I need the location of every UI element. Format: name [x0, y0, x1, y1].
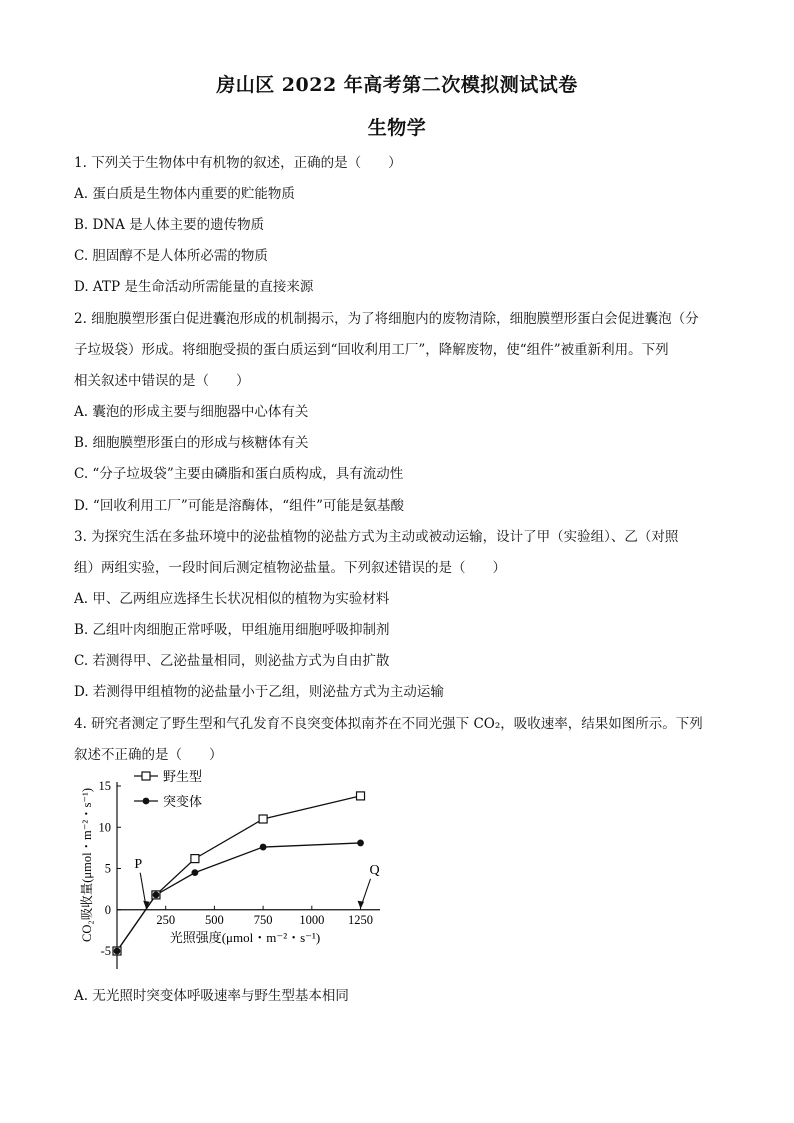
y-tick-label: 15 [98, 779, 111, 793]
data-point-mutant [153, 892, 160, 899]
annotation-q: Q [369, 862, 380, 878]
data-point-wild-type [191, 855, 199, 863]
y-tick-label: -5 [100, 944, 111, 958]
legend-label: 野生型 [163, 769, 203, 784]
question-2-option-c: C. “分子垃圾袋”主要由磷脂和蛋白质构成，具有流动性 [74, 466, 404, 482]
question-3-option-c: C. 若测得甲、乙泌盐量相同，则泌盐方式为自由扩散 [74, 653, 390, 669]
question-1-option-d: D. ATP 是生命活动所需能量的直接来源 [74, 279, 314, 295]
question-2-stem-line-3: 相关叙述中错误的是（ ） [74, 373, 250, 389]
exam-title: 房山区 2022 年高考第二次模拟测试试卷 [216, 74, 578, 96]
subject-title: 生物学 [367, 117, 427, 139]
data-point-mutant [357, 840, 364, 847]
x-tick-label: 750 [253, 912, 273, 927]
data-point-mutant [192, 869, 199, 876]
question-3-stem-line-1: 3. 为探究生活在多盐环境中的泌盐植物的泌盐方式为主动或被动运输，设计了甲（实验组）、乙（对照 [74, 529, 679, 545]
legend-label: 突变体 [163, 794, 203, 809]
x-tick-label: 500 [205, 912, 224, 927]
question-3-option-b: B. 乙组叶肉细胞正常呼吸，甲组施用细胞呼吸抑制剂 [74, 622, 390, 638]
annotation-arrow-head [358, 901, 365, 909]
annotation-p: P [134, 856, 143, 872]
question-4-option-a: A. 无光照时突变体呼吸速率与野生型基本相同 [74, 988, 349, 1004]
x-tick-label: 250 [156, 912, 176, 927]
data-point-wild-type [259, 815, 267, 823]
question-2-option-a: A. 囊泡的形成主要与细胞器中心体有关 [74, 404, 309, 420]
y-axis-label: CO₂吸收量(μmol・m⁻²・s⁻¹) [80, 788, 94, 942]
question-2-stem-line-1: 2. 细胞膜塑形蛋白促进囊泡形成的机制揭示，为了将细胞内的废物清除，细胞膜塑形蛋白会促进囊泡（分 [74, 311, 699, 327]
question-1-stem: 1. 下列关于生物体中有机物的叙述，正确的是（ ） [74, 155, 402, 171]
question-3-option-a: A. 甲、乙两组应选择生长状况相似的植物为实验材料 [74, 591, 390, 607]
legend-marker [143, 798, 150, 805]
question-2-option-d: D. “回收利用工厂”可能是溶酶体，“组件”可能是氨基酸 [74, 498, 405, 514]
question-2-option-b: B. 细胞膜塑形蛋白的形成与核糖体有关 [74, 435, 309, 451]
question-1-option-a: A. 蛋白质是生物体内重要的贮能物质 [74, 186, 295, 202]
co2-uptake-line-chart [70, 768, 400, 978]
x-axis-label: 光照强度(μmol・m⁻²・s⁻¹) [169, 930, 321, 945]
data-point-wild-type [357, 792, 365, 800]
x-tick-label: 1250 [348, 912, 374, 927]
legend-marker [142, 772, 150, 780]
x-tick-label: 1000 [299, 912, 325, 927]
y-tick-label: 5 [104, 861, 111, 876]
y-tick-label: 0 [104, 902, 111, 917]
y-tick-label: 10 [98, 820, 111, 835]
question-1-option-b: B. DNA 是人体主要的遗传物质 [74, 217, 265, 233]
data-point-mutant [260, 844, 267, 851]
question-3-option-d: D. 若测得甲组植物的泌盐量小于乙组，则泌盐方式为主动运输 [74, 684, 444, 700]
question-4-stem-line-2: 叙述不正确的是（ ） [74, 747, 223, 763]
question-2-stem-line-2: 子垃圾袋）形成。将细胞受损的蛋白质运到“回收利用工厂”，降解废物，使“组件”被重新利用。下列 [74, 342, 669, 358]
question-1-option-c: C. 胆固醇不是人体所必需的物质 [74, 248, 268, 264]
question-3-stem-line-2: 组）两组实验，一段时间后测定植物泌盐量。下列叙述错误的是（ ） [74, 560, 506, 576]
question-4-stem-line-1: 4. 研究者测定了野生型和气孔发育不良突变体拟南芥在不同光强下 CO₂，吸收速率，结果如图所示。下列 [74, 716, 703, 732]
data-point-mutant [114, 948, 121, 955]
series-line-0 [117, 796, 361, 951]
